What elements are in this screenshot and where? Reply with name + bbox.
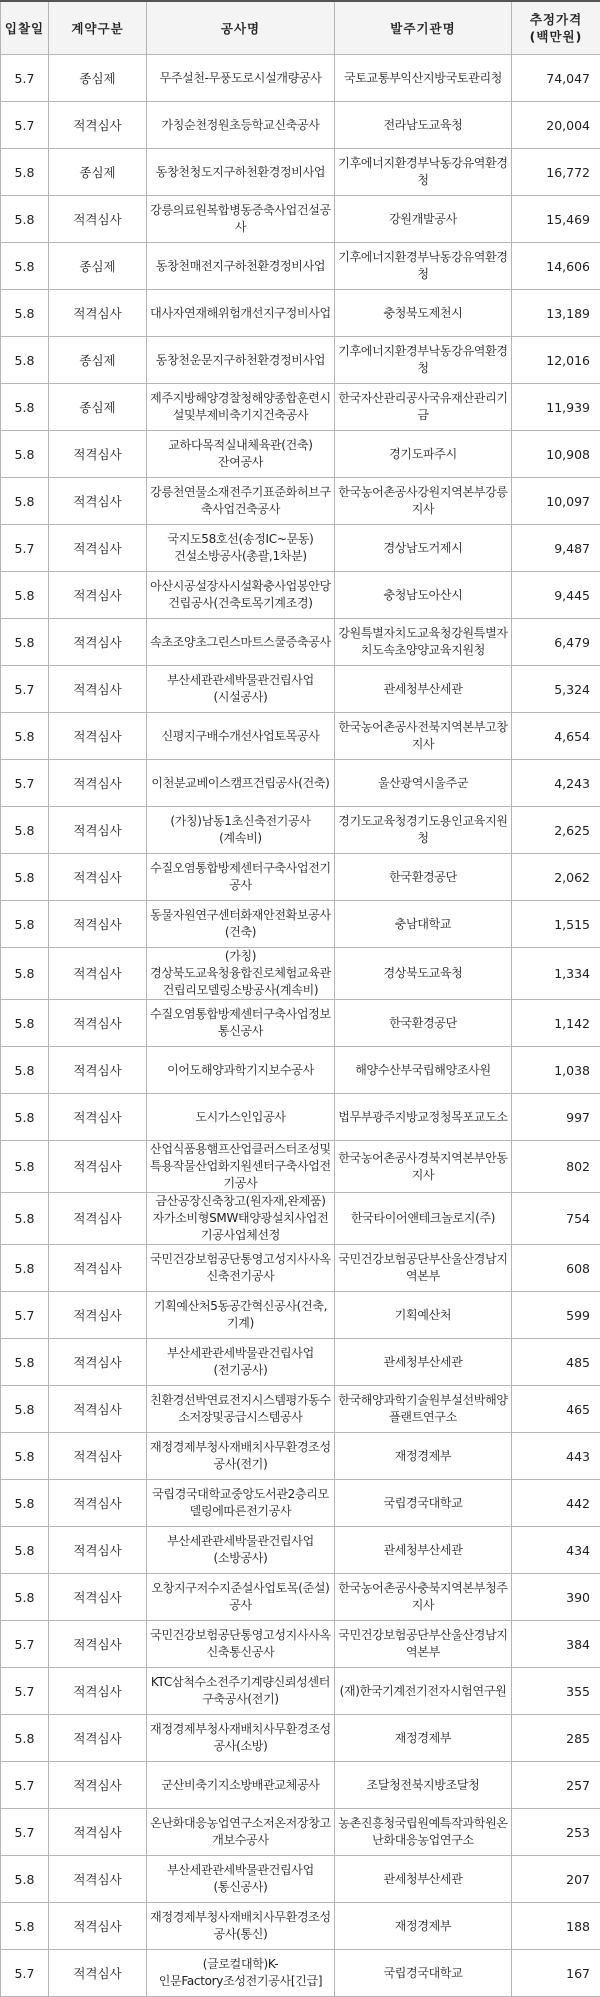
ordering-agency-cell: 한국농어촌공사강원지역본부강릉지사 xyxy=(335,478,512,525)
estimated-price-cell: 2,062 xyxy=(512,854,600,901)
ordering-agency-cell: 기획예산처 xyxy=(335,1292,512,1339)
contract-type-cell: 적격심사 xyxy=(49,1903,147,1950)
ordering-agency-cell: 기후에너지환경부낙동강유역환경청 xyxy=(335,149,512,196)
estimated-price-cell: 434 xyxy=(512,1527,600,1574)
ordering-agency-cell: 국립경국대학교 xyxy=(335,1480,512,1527)
bid-date-cell: 5.8 xyxy=(1,1047,49,1094)
ordering-agency-cell: 경상북도교육청 xyxy=(335,948,512,1000)
project-name-cell: 금산공장신축창고(원자재,완제품)자가소비형SMW태양광설치사업전기공사업체선정 xyxy=(147,1193,335,1245)
ordering-agency-cell: 경기도교육청경기도용인교육지원청 xyxy=(335,807,512,854)
ordering-agency-cell: 국민건강보험공단부산울산경남지역본부 xyxy=(335,1621,512,1668)
project-name-cell: 부산세관관세박물관건립사업(전기공사) xyxy=(147,1339,335,1386)
table-row xyxy=(1,1903,600,1950)
contract-type-cell: 적격심사 xyxy=(49,1339,147,1386)
bid-date-cell: 5.8 xyxy=(1,901,49,948)
estimated-price-cell: 608 xyxy=(512,1245,600,1292)
bid-date-cell: 5.8 xyxy=(1,807,49,854)
bid-date-cell: 5.8 xyxy=(1,619,49,666)
estimated-price-cell: 10,908 xyxy=(512,431,600,478)
project-name-cell: 국립경국대학교중앙도서관2층리모델링에따른전기공사 xyxy=(147,1480,335,1527)
table-row xyxy=(1,572,600,619)
estimated-price-cell: 5,324 xyxy=(512,666,600,713)
contract-type-cell: 적격심사 xyxy=(49,619,147,666)
ordering-agency-cell: 관세청부산세관 xyxy=(335,1527,512,1574)
table-row xyxy=(1,243,600,290)
contract-type-cell: 적격심사 xyxy=(49,290,147,337)
ordering-agency-cell: 한국환경공단 xyxy=(335,854,512,901)
table-row xyxy=(1,666,600,713)
contract-type-cell: 적격심사 xyxy=(49,948,147,1000)
estimated-price-cell: 11,939 xyxy=(512,384,600,431)
bid-date-cell: 5.8 xyxy=(1,196,49,243)
estimated-price-cell: 442 xyxy=(512,1480,600,1527)
estimated-price-cell: 167 xyxy=(512,1950,600,1997)
header-estimated-price: 추정가격 (백만원) xyxy=(512,1,600,55)
table-row xyxy=(1,1193,600,1245)
bid-date-cell: 5.8 xyxy=(1,1527,49,1574)
project-name-cell: 재정경제부청사재배치사무환경조성공사(통신) xyxy=(147,1903,335,1950)
estimated-price-cell: 1,515 xyxy=(512,901,600,948)
ordering-agency-cell: 기후에너지환경부낙동강유역환경청 xyxy=(335,243,512,290)
contract-type-cell: 적격심사 xyxy=(49,1668,147,1715)
contract-type-cell: 종심제 xyxy=(49,149,147,196)
table-row xyxy=(1,807,600,854)
bid-date-cell: 5.8 xyxy=(1,431,49,478)
project-name-cell: 군산비축기지소방배관교체공사 xyxy=(147,1762,335,1809)
table-row xyxy=(1,1856,600,1903)
ordering-agency-cell: 한국농어촌공사경북지역본부안동지사 xyxy=(335,1141,512,1193)
bid-date-cell: 5.7 xyxy=(1,760,49,807)
estimated-price-cell: 384 xyxy=(512,1621,600,1668)
table-row xyxy=(1,149,600,196)
project-name-cell: 동창천매전지구하천환경정비사업 xyxy=(147,243,335,290)
estimated-price-cell: 4,243 xyxy=(512,760,600,807)
table-row xyxy=(1,478,600,525)
project-name-cell: 이어도해양과학기지보수공사 xyxy=(147,1047,335,1094)
ordering-agency-cell: 법무부광주지방교정청목포교도소 xyxy=(335,1094,512,1141)
project-name-cell: 국지도58호선(송정IC~문동)건설소방공사(총괄,1차분) xyxy=(147,525,335,572)
table-row xyxy=(1,290,600,337)
project-name-cell: 동창천운문지구하천환경정비사업 xyxy=(147,337,335,384)
ordering-agency-cell: 기후에너지환경부낙동강유역환경청 xyxy=(335,337,512,384)
table-row xyxy=(1,1715,600,1762)
table-row xyxy=(1,1574,600,1621)
bid-date-cell: 5.8 xyxy=(1,1339,49,1386)
contract-type-cell: 종심제 xyxy=(49,55,147,102)
estimated-price-cell: 390 xyxy=(512,1574,600,1621)
contract-type-cell: 적격심사 xyxy=(49,760,147,807)
table-row xyxy=(1,713,600,760)
contract-type-cell: 적격심사 xyxy=(49,1000,147,1047)
estimated-price-cell: 443 xyxy=(512,1433,600,1480)
bid-date-cell: 5.8 xyxy=(1,384,49,431)
bid-date-cell: 5.7 xyxy=(1,1762,49,1809)
bid-date-cell: 5.8 xyxy=(1,149,49,196)
ordering-agency-cell: 강원특별자치도교육청강원특별자치도속초양양교육지원청 xyxy=(335,619,512,666)
contract-type-cell: 적격심사 xyxy=(49,901,147,948)
estimated-price-cell: 599 xyxy=(512,1292,600,1339)
table-header-row xyxy=(1,1,600,55)
ordering-agency-cell: 조달청전북지방조달청 xyxy=(335,1762,512,1809)
contract-type-cell: 적격심사 xyxy=(49,102,147,149)
estimated-price-cell: 355 xyxy=(512,1668,600,1715)
contract-type-cell: 적격심사 xyxy=(49,1094,147,1141)
contract-type-cell: 적격심사 xyxy=(49,807,147,854)
contract-type-cell: 적격심사 xyxy=(49,1527,147,1574)
ordering-agency-cell: 충청남도아산시 xyxy=(335,572,512,619)
table-row xyxy=(1,337,600,384)
estimated-price-cell: 2,625 xyxy=(512,807,600,854)
ordering-agency-cell: 한국타이어앤테크놀로지(주) xyxy=(335,1193,512,1245)
bid-date-cell: 5.7 xyxy=(1,525,49,572)
ordering-agency-cell: 관세청부산세관 xyxy=(335,1856,512,1903)
table-row xyxy=(1,1762,600,1809)
project-name-cell: 친환경선박연료전지시스템평가동수소저장및공급시스템공사 xyxy=(147,1386,335,1433)
project-name-cell: 국민건강보험공단통영고성지사사옥신축통신공사 xyxy=(147,1621,335,1668)
contract-type-cell: 적격심사 xyxy=(49,525,147,572)
bid-date-cell: 5.8 xyxy=(1,243,49,290)
project-name-cell: (글로컬대학)K-인문Factory조성전기공사[긴급] xyxy=(147,1950,335,1997)
header-project-name: 공사명 xyxy=(147,1,335,55)
project-name-cell: 동물자원연구센터화재안전확보공사(건축) xyxy=(147,901,335,948)
bid-date-cell: 5.8 xyxy=(1,478,49,525)
ordering-agency-cell: 국립경국대학교 xyxy=(335,1950,512,1997)
contract-type-cell: 적격심사 xyxy=(49,1856,147,1903)
project-name-cell: 부산세관관세박물관건립사업(통신공사) xyxy=(147,1856,335,1903)
contract-type-cell: 적격심사 xyxy=(49,713,147,760)
table-body xyxy=(1,55,600,1997)
estimated-price-cell: 1,038 xyxy=(512,1047,600,1094)
contract-type-cell: 적격심사 xyxy=(49,1621,147,1668)
project-name-cell: 부산세관관세박물관건립사업(소방공사) xyxy=(147,1527,335,1574)
bid-date-cell: 5.8 xyxy=(1,1903,49,1950)
contract-type-cell: 적격심사 xyxy=(49,1292,147,1339)
contract-type-cell: 종심제 xyxy=(49,384,147,431)
ordering-agency-cell: 관세청부산세관 xyxy=(335,666,512,713)
estimated-price-cell: 1,334 xyxy=(512,948,600,1000)
bid-date-cell: 5.8 xyxy=(1,1715,49,1762)
bid-date-cell: 5.8 xyxy=(1,1000,49,1047)
table-row xyxy=(1,1047,600,1094)
ordering-agency-cell: 한국농어촌공사충북지역본부청주지사 xyxy=(335,1574,512,1621)
ordering-agency-cell: 재정경제부 xyxy=(335,1903,512,1950)
estimated-price-cell: 207 xyxy=(512,1856,600,1903)
table-row xyxy=(1,619,600,666)
project-name-cell: 수질오염통합방제센터구축사업정보통신공사 xyxy=(147,1000,335,1047)
table-row xyxy=(1,1668,600,1715)
header-bid-date: 입찰일 xyxy=(1,1,49,55)
estimated-price-cell: 1,142 xyxy=(512,1000,600,1047)
bid-date-cell: 5.7 xyxy=(1,1809,49,1856)
bid-date-cell: 5.8 xyxy=(1,1193,49,1245)
contract-type-cell: 적격심사 xyxy=(49,1762,147,1809)
project-name-cell: (가칭)경상북도교육청융합진로체험교육관건립리모델링소방공사(계속비) xyxy=(147,948,335,1000)
ordering-agency-cell: 농촌진흥청국립원예특작과학원온난화대응농업연구소 xyxy=(335,1809,512,1856)
bid-date-cell: 5.7 xyxy=(1,1621,49,1668)
project-name-cell: 부산세관관세박물관건립사업(시설공사) xyxy=(147,666,335,713)
project-name-cell: 동창천청도지구하천환경정비사업 xyxy=(147,149,335,196)
estimated-price-cell: 997 xyxy=(512,1094,600,1141)
ordering-agency-cell: 재정경제부 xyxy=(335,1433,512,1480)
contract-type-cell: 적격심사 xyxy=(49,1386,147,1433)
estimated-price-cell: 802 xyxy=(512,1141,600,1193)
bid-date-cell: 5.8 xyxy=(1,1480,49,1527)
ordering-agency-cell: 국토교통부익산지방국토관리청 xyxy=(335,55,512,102)
estimated-price-cell: 9,445 xyxy=(512,572,600,619)
table-row xyxy=(1,1292,600,1339)
bid-date-cell: 5.8 xyxy=(1,948,49,1000)
project-name-cell: 산업식품용햄프산업클러스터조성및특용작물산업화지원센터구축사업전기공사 xyxy=(147,1141,335,1193)
table-row xyxy=(1,55,600,102)
bid-date-cell: 5.7 xyxy=(1,1950,49,1997)
estimated-price-cell: 253 xyxy=(512,1809,600,1856)
estimated-price-cell: 13,189 xyxy=(512,290,600,337)
table-row xyxy=(1,431,600,478)
table-row xyxy=(1,1480,600,1527)
project-name-cell: 이천분교베이스캠프건립공사(건축) xyxy=(147,760,335,807)
header-contract-type: 계약구분 xyxy=(49,1,147,55)
project-name-cell: 교하다목적실내체육관(건축)잔여공사 xyxy=(147,431,335,478)
contract-type-cell: 적격심사 xyxy=(49,572,147,619)
project-name-cell: 제주지방해양경찰청해양종합훈련시설및부제비축기지건축공사 xyxy=(147,384,335,431)
ordering-agency-cell: 울산광역시울주군 xyxy=(335,760,512,807)
contract-type-cell: 적격심사 xyxy=(49,1047,147,1094)
contract-type-cell: 적격심사 xyxy=(49,1433,147,1480)
table-row xyxy=(1,384,600,431)
project-name-cell: KTC삼척수소전주기계량신뢰성센터구축공사(전기) xyxy=(147,1668,335,1715)
project-name-cell: 국민건강보험공단통영고성지사사옥신축전기공사 xyxy=(147,1245,335,1292)
table-row xyxy=(1,1433,600,1480)
estimated-price-cell: 9,487 xyxy=(512,525,600,572)
project-name-cell: 아산시공설장사시설확충사업봉안당건립공사(건축토목기계조경) xyxy=(147,572,335,619)
ordering-agency-cell: 재정경제부 xyxy=(335,1715,512,1762)
contract-type-cell: 종심제 xyxy=(49,337,147,384)
project-name-cell: (가칭)남동1초신축전기공사(계속비) xyxy=(147,807,335,854)
bid-date-cell: 5.7 xyxy=(1,1292,49,1339)
estimated-price-cell: 14,606 xyxy=(512,243,600,290)
ordering-agency-cell: 한국환경공단 xyxy=(335,1000,512,1047)
bid-date-cell: 5.8 xyxy=(1,1574,49,1621)
bid-date-cell: 5.7 xyxy=(1,55,49,102)
table-row xyxy=(1,196,600,243)
header-ordering-agency: 발주기관명 xyxy=(335,1,512,55)
bid-date-cell: 5.7 xyxy=(1,666,49,713)
table-row xyxy=(1,1000,600,1047)
ordering-agency-cell: 국민건강보험공단부산울산경남지역본부 xyxy=(335,1245,512,1292)
project-name-cell: 기획예산처5동공간혁신공사(건축,기계) xyxy=(147,1292,335,1339)
bid-date-cell: 5.8 xyxy=(1,1856,49,1903)
estimated-price-cell: 74,047 xyxy=(512,55,600,102)
contract-type-cell: 종심제 xyxy=(49,243,147,290)
ordering-agency-cell: 충청북도제천시 xyxy=(335,290,512,337)
ordering-agency-cell: 경기도파주시 xyxy=(335,431,512,478)
table-row xyxy=(1,1527,600,1574)
contract-type-cell: 적격심사 xyxy=(49,1193,147,1245)
estimated-price-cell: 754 xyxy=(512,1193,600,1245)
project-name-cell: 재정경제부청사재배치사무환경조성공사(전기) xyxy=(147,1433,335,1480)
table-row xyxy=(1,948,600,1000)
table-row xyxy=(1,901,600,948)
estimated-price-cell: 16,772 xyxy=(512,149,600,196)
table-row xyxy=(1,1141,600,1193)
ordering-agency-cell: (재)한국기계전기전자시험연구원 xyxy=(335,1668,512,1715)
estimated-price-cell: 4,654 xyxy=(512,713,600,760)
contract-type-cell: 적격심사 xyxy=(49,666,147,713)
project-name-cell: 강릉의료원복합병동증축사업건설공사 xyxy=(147,196,335,243)
bid-date-cell: 5.8 xyxy=(1,1433,49,1480)
contract-type-cell: 적격심사 xyxy=(49,1245,147,1292)
contract-type-cell: 적격심사 xyxy=(49,1950,147,1997)
ordering-agency-cell: 관세청부산세관 xyxy=(335,1339,512,1386)
estimated-price-cell: 485 xyxy=(512,1339,600,1386)
bid-date-cell: 5.7 xyxy=(1,1668,49,1715)
project-name-cell: 무주설천-무풍도로시설개량공사 xyxy=(147,55,335,102)
table-row xyxy=(1,1809,600,1856)
table-row xyxy=(1,1245,600,1292)
estimated-price-cell: 6,479 xyxy=(512,619,600,666)
project-name-cell: 가칭순천정원초등학교신축공사 xyxy=(147,102,335,149)
bid-date-cell: 5.8 xyxy=(1,337,49,384)
table-row xyxy=(1,1339,600,1386)
bid-date-cell: 5.8 xyxy=(1,854,49,901)
contract-type-cell: 적격심사 xyxy=(49,1480,147,1527)
bid-date-cell: 5.8 xyxy=(1,290,49,337)
estimated-price-cell: 465 xyxy=(512,1386,600,1433)
bid-date-cell: 5.8 xyxy=(1,713,49,760)
project-name-cell: 수질오염통합방제센터구축사업전기공사 xyxy=(147,854,335,901)
bid-date-cell: 5.8 xyxy=(1,1141,49,1193)
project-name-cell: 강릉천연물소재전주기표준화허브구축사업건축공사 xyxy=(147,478,335,525)
contract-type-cell: 적격심사 xyxy=(49,196,147,243)
estimated-price-cell: 10,097 xyxy=(512,478,600,525)
table-row xyxy=(1,1094,600,1141)
ordering-agency-cell: 강원개발공사 xyxy=(335,196,512,243)
estimated-price-cell: 257 xyxy=(512,1762,600,1809)
contract-type-cell: 적격심사 xyxy=(49,1715,147,1762)
table-row xyxy=(1,102,600,149)
project-name-cell: 온난화대응농업연구소저온저장창고개보수공사 xyxy=(147,1809,335,1856)
contract-type-cell: 적격심사 xyxy=(49,1574,147,1621)
contract-type-cell: 적격심사 xyxy=(49,431,147,478)
project-name-cell: 속초조양초그린스마트스쿨증축공사 xyxy=(147,619,335,666)
bid-date-cell: 5.8 xyxy=(1,1094,49,1141)
bid-date-cell: 5.8 xyxy=(1,1245,49,1292)
bid-date-cell: 5.7 xyxy=(1,102,49,149)
project-name-cell: 재정경제부청사재배치사무환경조성공사(소방) xyxy=(147,1715,335,1762)
ordering-agency-cell: 충남대학교 xyxy=(335,901,512,948)
ordering-agency-cell: 경상남도거제시 xyxy=(335,525,512,572)
contract-type-cell: 적격심사 xyxy=(49,1141,147,1193)
contract-type-cell: 적격심사 xyxy=(49,478,147,525)
contract-type-cell: 적격심사 xyxy=(49,854,147,901)
table-row xyxy=(1,1621,600,1668)
table-row xyxy=(1,760,600,807)
project-name-cell: 대사자연재해위험개선지구정비사업 xyxy=(147,290,335,337)
ordering-agency-cell: 한국자산관리공사국유재산관리기금 xyxy=(335,384,512,431)
estimated-price-cell: 12,016 xyxy=(512,337,600,384)
ordering-agency-cell: 해양수산부국립해양조사원 xyxy=(335,1047,512,1094)
ordering-agency-cell: 한국농어촌공사전북지역본부고창지사 xyxy=(335,713,512,760)
bid-date-cell: 5.8 xyxy=(1,1386,49,1433)
project-name-cell: 도시가스인입공사 xyxy=(147,1094,335,1141)
estimated-price-cell: 20,004 xyxy=(512,102,600,149)
table-row xyxy=(1,1386,600,1433)
table-row xyxy=(1,525,600,572)
table-row xyxy=(1,854,600,901)
ordering-agency-cell: 전라남도교육청 xyxy=(335,102,512,149)
estimated-price-cell: 15,469 xyxy=(512,196,600,243)
estimated-price-cell: 188 xyxy=(512,1903,600,1950)
ordering-agency-cell: 한국해양과학기술원부설선박해양플랜트연구소 xyxy=(335,1386,512,1433)
estimated-price-cell: 285 xyxy=(512,1715,600,1762)
contract-type-cell: 적격심사 xyxy=(49,1809,147,1856)
project-name-cell: 오창지구저수지준설사업토목(준설)공사 xyxy=(147,1574,335,1621)
bid-date-cell: 5.8 xyxy=(1,572,49,619)
table-row xyxy=(1,1950,600,1997)
project-name-cell: 신평지구배수개선사업토목공사 xyxy=(147,713,335,760)
